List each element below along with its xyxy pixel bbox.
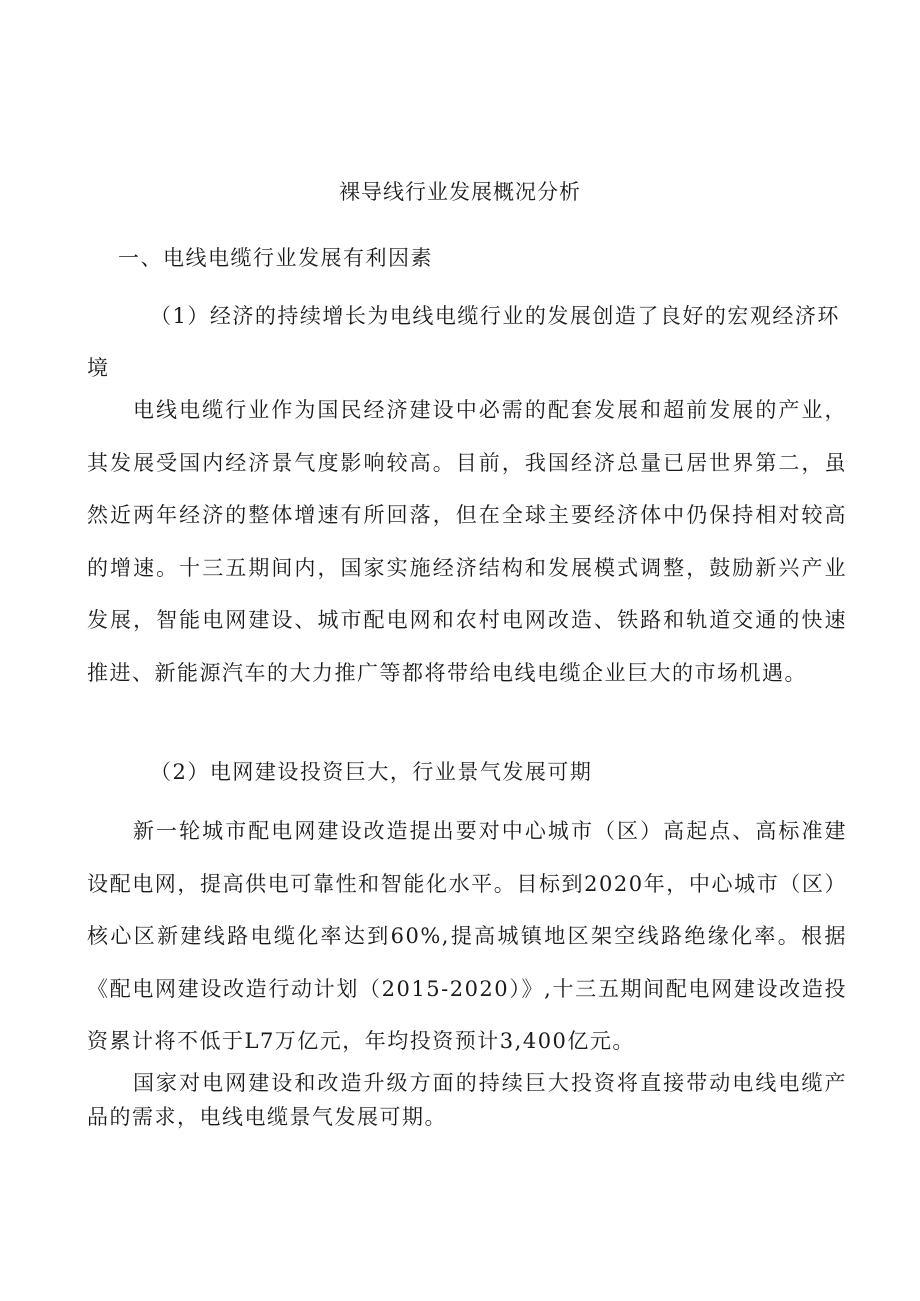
document-title: 裸导线行业发展概况分析 — [339, 180, 581, 204]
paragraph-1: 电线电缆行业作为国民经济建设中必需的配套发展和超前发展的产业，其发展受国内经济景气度影响较高。目前，我国经济总量已居世界第二，虽然近两年经济的整体增速有所回落，但在全球主要经济体中仍保持相对较高的增速。十三五期间内，国家实施经济结构和发展模式调整，鼓励新兴产业发展，智能电网建设、城市配电网和农村电网改造、铁路和轨道交通的快速推进、新能源汽车的大力推广等都将带给电线电缆企业巨大的市场机遇。 — [87, 398, 847, 685]
paragraph-3: 国家对电网建设和改造升级方面的持续巨大投资将直接带动电线电缆产品的需求，电线电缆景气发展可期。 — [87, 1071, 847, 1129]
section-heading: 一、电线电缆行业发展有利因素 — [118, 246, 433, 270]
subsection-heading-2: （2）电网建设投资巨大，行业景气发展可期 — [150, 760, 593, 784]
paragraph-2: 新一轮城市配电网建设改造提出要对中心城市（区）高起点、高标准建设配电网，提高供电可靠性和智能化水平。目标到2020年，中心城市（区）核心区新建线路电缆化率达到60%,提高城镇地区架空线路绝缘化率。根据《配电网建设改造行动计划（2015-2020）》,十三五期间配电网建设改造投资累计将不低于L7万亿元，年均投资预计3,400亿元。 — [87, 819, 847, 1053]
subsection-heading-1: （1）经济的持续增长为电线电缆行业的发展创造了良好的宏观经济环境 — [87, 304, 840, 380]
